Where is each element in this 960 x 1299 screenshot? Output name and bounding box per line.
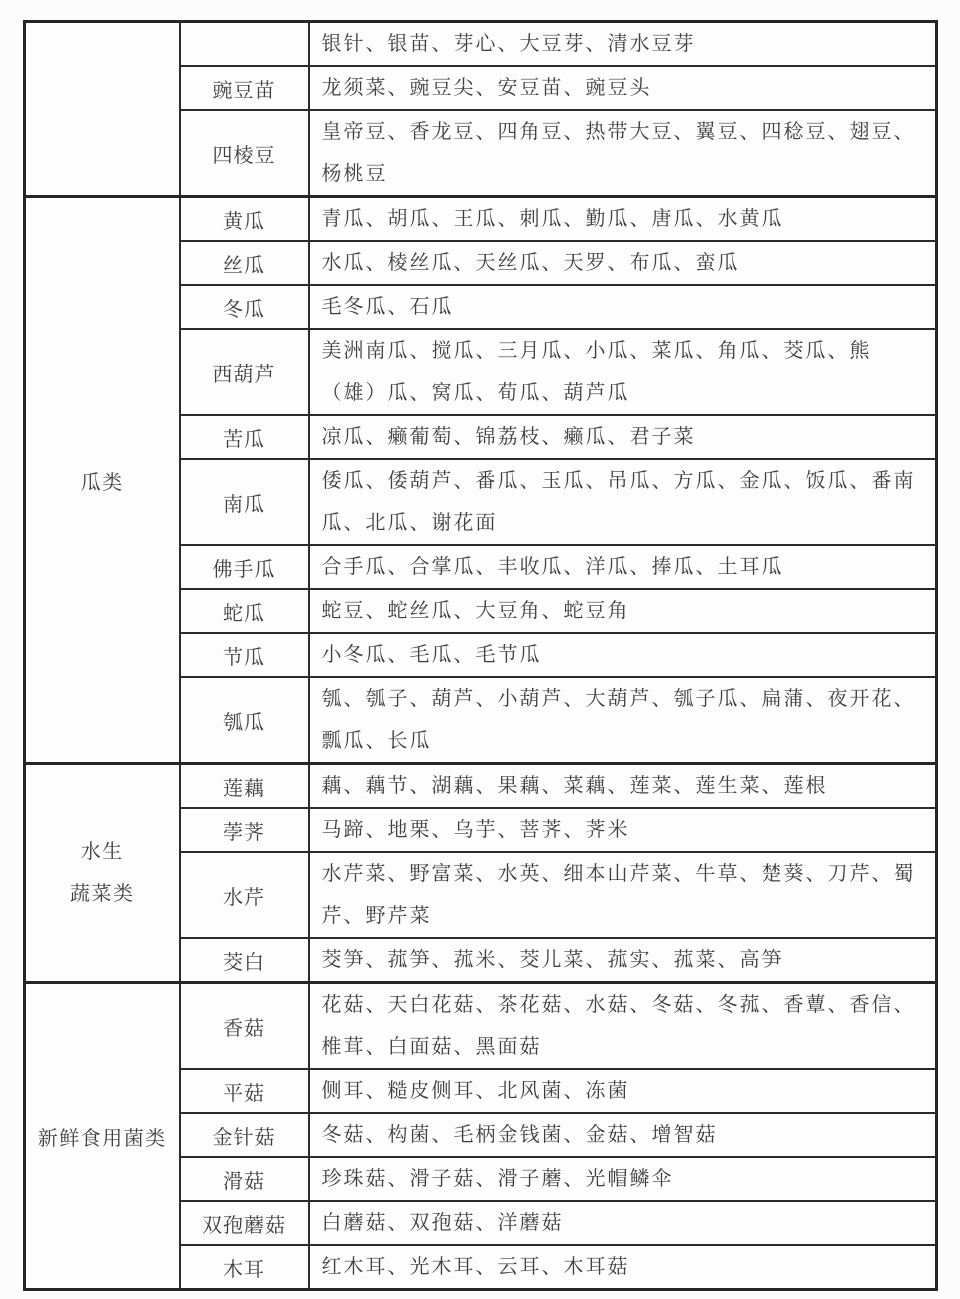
- vegetable-name-cell: 佛手瓜: [180, 545, 309, 589]
- table-row: [25, 22, 937, 67]
- vegetable-name-cell: 四棱豆: [180, 110, 309, 197]
- alias-cell: 青瓜、胡瓜、王瓜、刺瓜、勤瓜、唐瓜、水黄瓜: [309, 197, 937, 242]
- vegetable-name-cell: 木耳: [180, 1245, 309, 1290]
- alias-cell: 皇帝豆、香龙豆、四角豆、热带大豆、翼豆、四稔豆、翅豆、杨桃豆: [309, 110, 937, 197]
- alias-cell: 水芹菜、野富菜、水英、细本山芹菜、牛草、楚葵、刀芹、蜀芹、野芹菜: [309, 852, 937, 938]
- vegetable-name-cell: 瓠瓜: [180, 677, 309, 764]
- alias-cell: 珍珠菇、滑子菇、滑子蘑、光帽鳞伞: [309, 1157, 937, 1201]
- alias-cell: 白蘑菇、双孢菇、洋蘑菇: [309, 1201, 937, 1245]
- table-row: [25, 983, 937, 1070]
- vegetable-name-cell: 茭白: [180, 938, 309, 983]
- alias-cell: 美洲南瓜、搅瓜、三月瓜、小瓜、菜瓜、角瓜、茭瓜、熊（雄）瓜、窝瓜、荀瓜、葫芦瓜: [309, 329, 937, 415]
- alias-cell: 银针、银苗、芽心、大豆芽、清水豆芽: [309, 22, 937, 67]
- alias-cell: 花菇、天白花菇、茶花菇、水菇、冬菇、冬菰、香蕈、香信、椎茸、白面菇、黑面菇: [309, 983, 937, 1070]
- vegetable-name-cell: 莲藕: [180, 764, 309, 809]
- vegetable-name-cell: 丝瓜: [180, 241, 309, 285]
- vegetable-name-cell: 南瓜: [180, 459, 309, 545]
- vegetable-name-cell: [180, 22, 309, 67]
- table-row: [25, 764, 937, 809]
- alias-cell: 毛冬瓜、石瓜: [309, 285, 937, 329]
- alias-cell: 倭瓜、倭葫芦、番瓜、玉瓜、吊瓜、方瓜、金瓜、饭瓜、番南瓜、北瓜、谢花面: [309, 459, 937, 545]
- vegetable-name-cell: 双孢蘑菇: [180, 1201, 309, 1245]
- alias-cell: 合手瓜、合掌瓜、丰收瓜、洋瓜、捧瓜、土耳瓜: [309, 545, 937, 589]
- alias-cell: 红木耳、光木耳、云耳、木耳菇: [309, 1245, 937, 1290]
- vegetable-name-cell: 苦瓜: [180, 415, 309, 459]
- category-cell: [25, 764, 180, 983]
- category-label-line: 水生: [80, 841, 124, 863]
- category-label-line: 蔬菜类: [70, 883, 135, 905]
- alias-cell: 龙须菜、豌豆尖、安豆苗、豌豆头: [309, 66, 937, 110]
- vegetable-name-cell: 荸荠: [180, 808, 309, 852]
- vegetable-name-cell: 冬瓜: [180, 285, 309, 329]
- alias-cell: 瓠、瓠子、葫芦、小葫芦、大葫芦、瓠子瓜、扁蒲、夜开花、瓢瓜、长瓜: [309, 677, 937, 764]
- alias-cell: 侧耳、糙皮侧耳、北风菌、冻菌: [309, 1069, 937, 1113]
- vegetable-name-cell: 黄瓜: [180, 197, 309, 242]
- alias-cell: 蛇豆、蛇丝瓜、大豆角、蛇豆角: [309, 589, 937, 633]
- vegetable-name-cell: 豌豆苗: [180, 66, 309, 110]
- category-cell: [25, 983, 180, 1290]
- alias-cell: 冬菇、构菌、毛柄金钱菌、金菇、增智菇: [309, 1113, 937, 1157]
- category-cell: [25, 197, 180, 764]
- alias-cell: 凉瓜、癞葡萄、锦荔枝、癞瓜、君子菜: [309, 415, 937, 459]
- alias-cell: 藕、藕节、湖藕、果藕、菜藕、莲菜、莲生菜、莲根: [309, 764, 937, 809]
- alias-cell: 茭笋、菰笋、菰米、茭儿菜、菰实、菰菜、高笋: [309, 938, 937, 983]
- alias-cell: 小冬瓜、毛瓜、毛节瓜: [309, 633, 937, 677]
- vegetable-alias-table: [23, 20, 938, 1291]
- category-cell: [25, 22, 180, 197]
- vegetable-name-cell: 水芹: [180, 852, 309, 938]
- vegetable-name-cell: 滑菇: [180, 1157, 309, 1201]
- vegetable-name-cell: 蛇瓜: [180, 589, 309, 633]
- vegetable-name-cell: 金针菇: [180, 1113, 309, 1157]
- category-label: 瓜类: [80, 471, 124, 494]
- alias-cell: 马蹄、地栗、乌芋、菩荠、荠米: [309, 808, 937, 852]
- alias-cell: 水瓜、棱丝瓜、天丝瓜、天罗、布瓜、蛮瓜: [309, 241, 937, 285]
- vegetable-name-cell: 节瓜: [180, 633, 309, 677]
- vegetable-name-cell: 香菇: [180, 983, 309, 1070]
- vegetable-name-cell: 平菇: [180, 1069, 309, 1113]
- vegetable-name-cell: 西葫芦: [180, 329, 309, 415]
- table-row: [25, 197, 937, 242]
- category-label: 新鲜食用菌类: [37, 1127, 167, 1150]
